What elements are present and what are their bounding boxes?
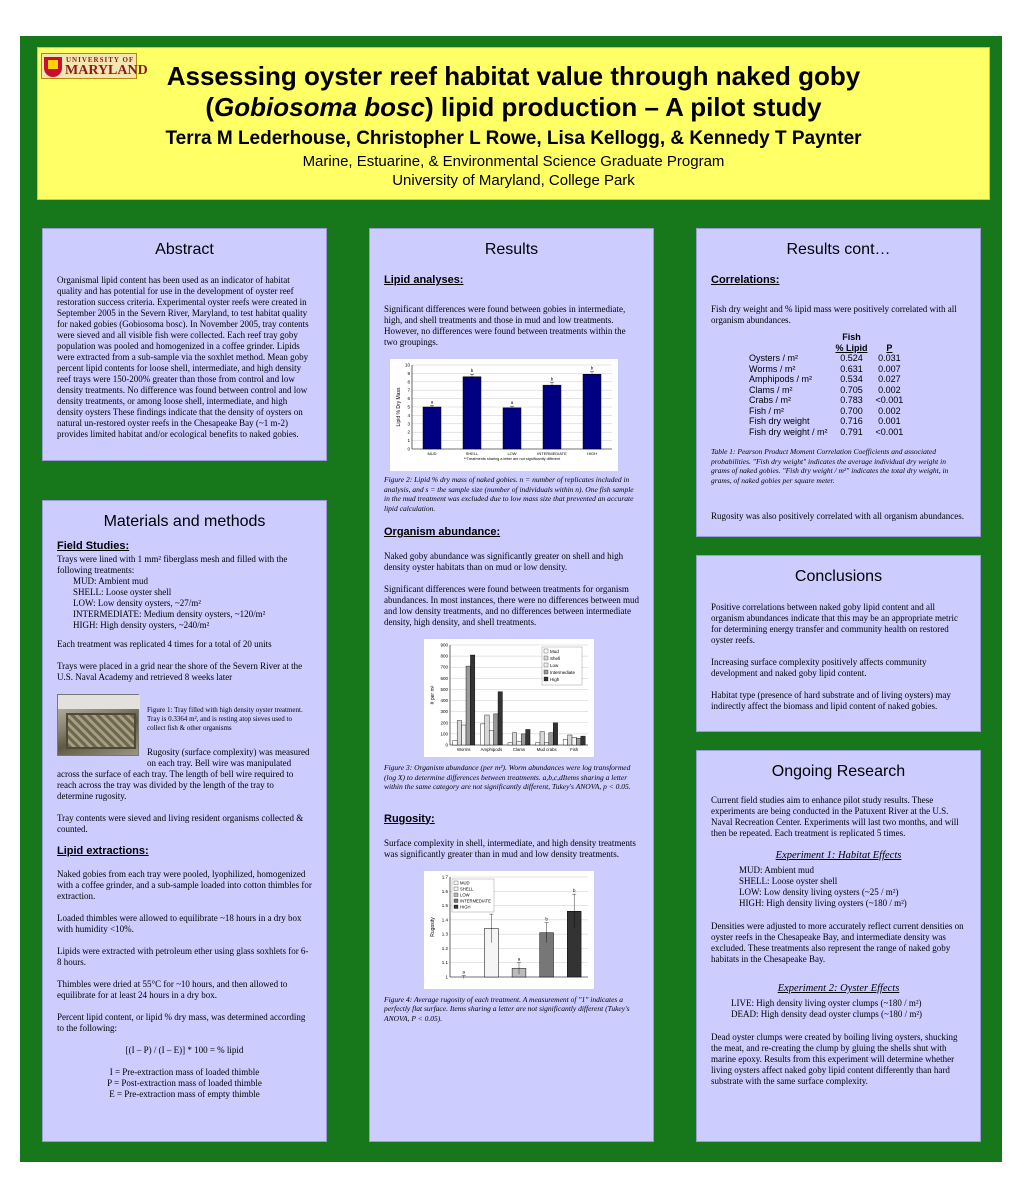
y-tick-label: 1.5 [441,902,448,908]
figure-1 [57,694,312,733]
y-axis-label: Rugosity [430,916,436,937]
experiment-1-list [711,865,966,909]
significance-letter: b [470,368,474,374]
rugosity-correlation-text: Rugosity was also positively correlated with all organism abundances. [711,511,965,521]
rugosity-chart [424,871,594,989]
experiment-1-title: Experiment 1: Habitat Effects [775,850,902,861]
conclusion-3: Habitat type (presence of hard substrate and of living oysters) may indirectly affect the biomass and lipid content of naked gobies. [711,690,951,711]
y-tick-label: 100 [440,731,448,737]
list-item: DEAD: High density dead oyster clumps (~180 / m²) [731,1009,923,1019]
table-row: Fish dry weight 0.716 0.001 [749,416,901,426]
significance-letter: b [590,365,594,371]
bar [581,736,585,745]
formula-definitions: I = Pre-extraction mass of loaded thimble P = Post-extraction mass of loaded thimble E = Pre-extraction mass of empty thimble [107,1067,262,1099]
abundance-chart [424,639,594,757]
conclusions-panel [696,555,981,732]
lipid-step-3: Lipids were extracted with petroleum ether using glass soxhlets for 6-8 hours. [57,946,309,967]
experiment-2-list [711,998,966,1020]
bar [423,407,441,449]
significance-letter: b [550,376,554,382]
tray-photo [57,694,139,756]
y-axis-label: # per m² [430,685,436,705]
field-studies-heading: Field Studies: [57,540,130,552]
legend-swatch [454,905,458,909]
table-row: Crabs / m² 0.783 <0.001 [749,395,904,405]
legend-box [452,879,494,912]
legend-label: MUD [460,880,470,885]
legend-swatch [544,677,548,681]
university-logo: UNIVERSITY OF MARYLAND [41,53,137,79]
figure-2-caption: Figure 2: Lipid % dry mass of naked gobies. n = number of replicates included in analysis, and s = the sample size (number of individuals within n). One fish sample in the mud treatment was excluded due to low mass size that prevented an accurate lipid calculation. [384,475,634,513]
rugosity-heading: Rugosity: [384,812,435,825]
table-1-caption: Table 1: Pearson Product Moment Correlation Coefficients and associated probabilities. "Fish dry weight" indicates the average individual dry weight in grams of naked gobies. "Fish dry weight / m²" indicates the total dry weight, in grams, of naked gobies per square meter. [711,447,949,485]
x-tick-label: Worms [457,747,471,752]
abundance-text-2: Significant differences were found between treatments for organism abundances. In most instances, there were no differences between mud and low density treatments, and no differences between intermediate density, high density, and shell treatments. [384,584,639,627]
significance-letter: a [510,400,514,406]
bar [508,743,512,745]
bar [549,733,553,745]
correlations-intro: Fish dry weight and % lipid mass were positively correlated with all organism abundances. [711,304,957,325]
lipid-analyses-text: Significant differences were found between gobies in intermediate, high, and shell treatments and those in mud and low treatments. However, no differences were found between treatments within the two groupings. [384,304,626,347]
bar [543,385,561,449]
table-row: Worms / m² 0.631 0.007 [749,363,901,374]
ongoing-text-3: Dead oyster clumps were created by boiling living oysters, shucking the meat, and re-creating the clump by gluing the shells shut with marine epoxy. Results from this experiment will determine whether living oysters affect naked goby lipid content differently than hard substrate with the same surface complexity. [711,1032,958,1086]
y-tick-label: 6 [407,396,410,402]
abstract-heading: Abstract [155,241,214,258]
y-tick-label: 900 [440,642,448,648]
title-line-1: Assessing oyster reef habitat value through naked goby [166,61,861,91]
bar [457,721,461,745]
y-tick-label: 2 [407,429,410,435]
bar [536,743,540,745]
legend-label: HIGH [460,904,471,909]
lipid-step-1: Naked gobies from each tray were pooled, lyophilized, homogenized with a coffee grinder, and a sub-sample loaded into cotton thimbles for extraction. [57,869,312,901]
y-tick-label: 5 [407,404,410,410]
bar [494,714,498,745]
significance-letter: a [517,956,521,962]
x-tick-label: HIGH [587,451,597,456]
bar [480,724,484,745]
conclusions-heading: Conclusions [794,568,883,585]
legend-swatch [454,881,458,885]
poster-header [37,47,990,200]
bar [489,731,493,745]
bar [563,739,567,745]
bar [498,692,502,745]
lipid-step-5: Percent lipid content, or lipid % dry mass, was determined according to the following: [57,1012,306,1033]
correlations-heading: Correlations: [711,274,780,286]
replicates-text: Each treatment was replicated 4 times for a total of 20 units [57,639,272,649]
y-tick-label: 1.1 [441,959,448,965]
organism-abundance-heading: Organism abundance: [384,526,501,538]
abundance-text-1: Naked goby abundance was significantly greater on shell and high density oyster habitats than on mud or low density. [384,551,624,572]
y-tick-label: 9 [407,370,410,376]
y-tick-label: 3 [407,421,410,427]
experiment-2-title: Experiment 2: Oyster Effects [777,983,900,994]
lipid-step-4: Thimbles were dried at 55°C for ~10 hours, and then allowed to equilibrate for at least 24 hours in a dry box. [57,979,288,1000]
x-tick-label: INTERMEDIATE [537,451,567,456]
legend-swatch [544,670,548,674]
field-intro: Trays were lined with 1 mm² fiberglass mesh and filled with the following treatments: [57,554,288,575]
y-tick-label: 1 [407,438,410,444]
y-tick-label: 300 [440,709,448,715]
figure-1-caption: Figure 1: Tray filled with high density oyster treatment. Tray is 0.3364 m², and is resting atop sieves used to collect fish & other organisms [147,706,303,732]
x-tick-label: Clams [512,747,526,752]
legend-swatch [454,893,458,897]
lipid-formula: [(I – P) / (I – E)] * 100 = % lipid [125,1045,244,1055]
results-panel [369,228,654,1142]
y-tick-label: 200 [440,720,448,726]
results-cont-heading: Results cont… [786,241,891,258]
y-tick-label: 1.6 [441,888,448,894]
x-tick-label: LOW [507,451,517,456]
treatment-item: HIGH: High density oysters, ~240/m² [73,620,210,630]
results-heading: Results [484,241,539,258]
y-tick-label: 800 [440,653,448,659]
bar [572,737,576,745]
legend-swatch [454,887,458,891]
significance-letter: b [572,887,576,893]
legend-label: Low [550,663,559,668]
table-row: Fish / m² 0.700 0.002 [749,405,901,416]
legend-swatch [544,649,548,653]
bar [470,655,474,745]
significance-letter: a [430,399,434,405]
bar [517,742,521,745]
bar [521,734,525,745]
species-name: Gobiosoma bosc [214,92,425,122]
legend-label: INTERMEDIATE [460,898,491,903]
treatment-item: MUD: Ambient mud [73,576,149,586]
y-tick-label: 1.3 [441,931,448,937]
treatment-list [57,576,312,631]
legend-swatch [544,656,548,660]
legend-swatch [544,663,548,667]
y-tick-label: 1 [445,974,448,979]
bar [453,741,457,745]
bar [512,733,516,745]
bar [540,732,544,745]
list-item: LOW: Low density living oysters (~25 / m²) [739,887,899,897]
placement-text: Trays were placed in a grid near the shore of the Severn River at the U.S. Naval Academy and retrieved 8 weeks later [57,661,303,682]
table-row: Amphipods / m² 0.534 0.027 [749,374,901,384]
conclusion-2: Increasing surface complexity positively affects community development and naked goby lipid content. [711,657,927,678]
treatment-item: INTERMEDIATE: Medium density oysters, ~120/m² [73,609,266,619]
x-tick-label: Mud crabs [536,747,557,752]
bar [553,723,557,745]
x-tick-label: Fish [570,747,579,752]
table-row: Clams / m² 0.705 0.002 [749,384,901,395]
legend-label: High [550,677,560,682]
correlation-table: Fish % Lipid P Oysters / m² 0.524 0.031 Worms / m² 0.631 0.007 Amphipods / m² 0.534 0.027 Clams / m² 0.705 0.002 Crabs / m² 0.783 <0.001 Fish / m² 0.700 0.002 Fish dry weight 0.716 0.001 Fish dry weight / m² 0.791 <0.001 [745,332,907,437]
authors: Terra M Lederhouse, Christopher L Rowe, Lisa Kellogg, & Kennedy T Paynter [165,128,862,149]
methods-panel [42,500,327,1142]
table-row: Oysters / m² 0.524 0.031 [749,353,901,363]
legend-label: Intermediate [550,670,576,675]
poster-title [38,61,989,123]
list-item: SHELL: Loose oyster shell [739,876,838,886]
lipid-analyses-heading: Lipid analyses: [384,274,464,286]
table-row: Fish dry weight / m² 0.791 <0.001 [749,426,904,437]
bar [576,738,580,745]
figure-3-caption: Figure 3: Organism abundance (per m²). Worm abundances were log transformed (log X) to determine differences between treatments. a,b,c,dItems sharing a letter within the same category are not significantly different, Tukey's ANOVA, p < 0.05. [384,763,631,791]
bar [463,377,481,449]
bar [526,729,530,745]
y-tick-label: 1.7 [441,874,448,879]
legend-swatch [454,899,458,903]
legend-label: LOW [460,892,470,897]
x-tick-label: Amphipods [480,747,503,752]
list-item: MUD: Ambient mud [739,865,815,875]
y-tick-label: 0 [407,446,410,452]
bar [485,715,489,745]
y-tick-label: 0 [445,742,448,748]
bar [544,743,548,745]
y-tick-label: 500 [440,686,448,692]
significance-letter: a [462,969,466,975]
x-tick-label: SHELL [465,451,479,456]
significance-letter: b [545,916,548,922]
conclusion-1: Positive correlations between naked goby lipid content and all organism abundances indicate that this may be an appropriate metric for determining energy transfer and community health on restored oyster reefs. [711,602,958,645]
y-tick-label: 4 [407,412,410,418]
sieving-text: Tray contents were sieved and living resident organisms collected & counted. [57,813,304,834]
bar [568,735,572,745]
ongoing-research-panel [696,750,981,1142]
y-tick-label: 10 [404,362,410,368]
title-line-2: (Gobiosoma bosc) lipid production – A pilot study [205,92,822,122]
x-tick-label: MUD [427,451,437,456]
y-tick-label: 7 [407,387,410,393]
bar [583,374,601,449]
rugosity-text: Surface complexity in shell, intermediate, and high density treatments was significantly greater than in mud and low density treatments. [384,837,636,859]
chart-note: **Treatments sharing a letter are not significantly different [463,457,561,461]
ongoing-heading: Ongoing Research [771,763,906,780]
abstract-panel [42,228,327,461]
bar [462,725,466,745]
figure-4-caption: Figure 4: Average rugosity of each treatment. A measurement of "1" indicates a perfectly flat surface. Items sharing a letter are not significantly different (Tukey's ANOVA, P < 0.05). [384,994,630,1023]
ongoing-text-2: Densities were adjusted to more accurately reflect current densities on oyster reefs in the Chesapeake Bay, and intermediate density was excluded. These treatments also represent the range of naked goby habitats in the Chesapeake Bay. [711,921,964,964]
lipid-extractions-heading: Lipid extractions: [57,845,149,857]
lipid-step-2: Loaded thimbles were allowed to equilibrate ~18 hours in a dry box with humidity <10%. [57,913,302,934]
treatment-item: SHELL: Loose oyster shell [73,587,172,597]
legend-label: Shell [550,656,561,661]
y-axis-label: Lipid % Dry Mass [396,387,402,427]
methods-heading: Materials and methods [103,513,266,530]
list-item: HIGH: High density living oysters (~180 / m²) [739,898,907,908]
bar [503,408,521,449]
results-cont-panel [696,228,981,537]
bar [466,666,470,745]
rugosity-method-text: Rugosity (surface complexity) was measured on each tray. Bell wire was manipulated across the surface of each tray. The length of bell wire required to reach across the tray was divided by the length of the tray to determine rugosity. [57,747,310,801]
affiliation: Marine, Estuarine, & Environmental Science Graduate Program University of Maryland, College Park [302,153,725,189]
legend-label: Mud [550,649,559,654]
y-tick-label: 8 [407,379,410,385]
y-tick-label: 1.4 [441,916,448,922]
y-tick-label: 1.2 [441,945,448,951]
y-tick-label: 600 [440,675,448,681]
abstract-text: Organismal lipid content has been used as an indicator of habitat quality and has potential for use in the development of oyster reef restoration success criteria. Experimental oyster reefs were created in September 2005 in the Severn River, Maryland, to test habitat quality for naked gobies (Gobiosoma bosc). In November 2005, tray contents were sieved and all visible fish were collected. Each reef tray goby population was pooled and homogenized in a coffee grinder. Lipids were extracted from a sub-sample via the soxhlet method. Mean goby percent lipid contents for loose shell, intermediate, and high density reef trays were 150-200% greater than those from control and low density treatments. No difference was found between control and low density treatments, or among loose shell, intermediate, and high density oysters These findings indicate that the density of oysters on natural un-restored oyster reefs in the Chesapeake Bay (~1 m-2) provides limited habitat and/or ecological benefits to naked gobies. [57,275,309,439]
y-tick-label: 400 [440,698,448,704]
list-item: LIVE: High density living oyster clumps (~180 / m²) [731,998,922,1008]
treatment-item: LOW: Low density oysters, ~27/m² [73,598,201,608]
y-tick-label: 700 [440,664,448,670]
legend-label: SHELL [460,886,474,891]
ongoing-text-1: Current field studies aim to enhance pilot study results. These experiments are being conducted in the Patuxent River at the U.S. Naval Recreation Center. Experiments will last two months, and will then be repeated. Each treatment is replicated 5 times. [711,795,959,838]
lipid-chart [390,359,618,471]
